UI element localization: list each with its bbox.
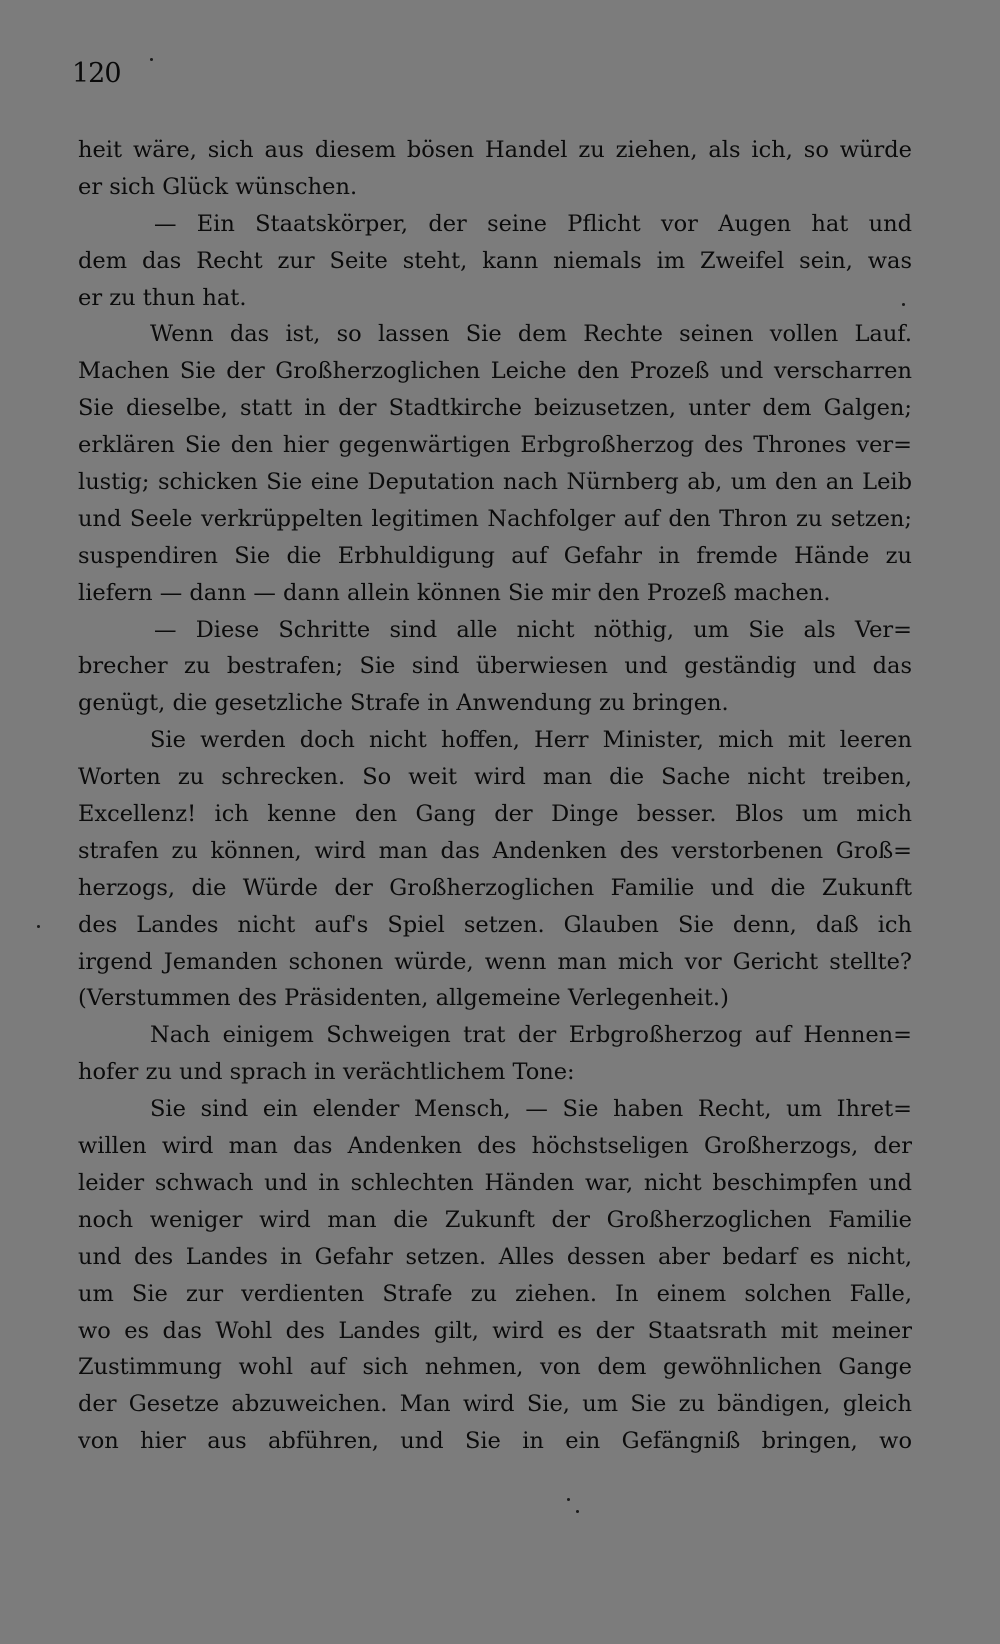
- print-speck: [150, 58, 153, 61]
- text-line: und Seele verkrüppelten legitimen Nachfolger auf den Thron zu setzen;: [78, 505, 912, 532]
- text-line: und des Landes in Gefahr setzen. Alles dessen aber bedarf es nicht,: [78, 1243, 912, 1270]
- text-line: Machen Sie der Großherzoglichen Leiche den Prozeß und verscharren: [78, 358, 912, 385]
- text-line: herzogs, die Würde der Großherzoglichen Familie und die Zukunft: [78, 874, 912, 901]
- text-line: Wenn das ist, so lassen Sie dem Rechte seinen vollen Lauf.: [150, 321, 912, 348]
- text-line: liefern — dann — dann allein können Sie mir den Prozeß machen.: [78, 579, 831, 606]
- print-speck: [567, 1498, 570, 1501]
- text-line: Nach einigem Schweigen trat der Erbgroßherzog auf Hennen=: [150, 1022, 912, 1049]
- text-line: — Ein Staatskörper, der seine Pflicht vor Augen hat und: [154, 210, 912, 237]
- text-line: — Diese Schritte sind alle nicht nöthig, um Sie als Ver=: [154, 616, 912, 643]
- text-line: Sie dieselbe, statt in der Stadtkirche beizusetzen, unter dem Galgen;: [78, 395, 912, 422]
- text-line: des Landes nicht auf's Spiel setzen. Glauben Sie denn, daß ich: [78, 911, 912, 938]
- print-speck: [902, 303, 905, 306]
- text-line: dem das Recht zur Seite steht, kann niemals im Zweifel sein, was: [78, 247, 912, 274]
- text-line: leider schwach und in schlechten Händen war, nicht beschimpfen und: [78, 1169, 912, 1196]
- text-line: suspendiren Sie die Erbhuldigung auf Gefahr in fremde Hände zu: [78, 542, 912, 569]
- text-line: wo es das Wohl des Landes gilt, wird es der Staatsrath mit meiner: [78, 1317, 912, 1344]
- print-speck: [37, 925, 40, 928]
- page-number: 120: [72, 58, 121, 89]
- text-line: der Gesetze abzuweichen. Man wird Sie, um Sie zu bändigen, gleich: [78, 1391, 912, 1418]
- text-line: er zu thun hat.: [78, 284, 247, 311]
- text-line: (Verstummen des Präsidenten, allgemeine Verlegenheit.): [78, 985, 729, 1012]
- text-line: Excellenz! ich kenne den Gang der Dinge besser. Blos um mich: [78, 801, 912, 828]
- text-line: er sich Glück wünschen.: [78, 173, 358, 200]
- body-text: [78, 132, 912, 1460]
- text-line: strafen zu können, wird man das Andenken des verstorbenen Groß=: [78, 837, 912, 864]
- text-line: Sie sind ein elender Mensch, — Sie haben Recht, um Ihret=: [150, 1096, 912, 1123]
- text-line: von hier aus abführen, und Sie in ein Gefängniß bringen, wo: [78, 1428, 912, 1455]
- text-line: heit wäre, sich aus diesem bösen Handel zu ziehen, als ich, so würde: [78, 137, 912, 163]
- text-line: irgend Jemanden schonen würde, wenn man mich vor Gericht stellte?: [78, 948, 912, 975]
- text-line: Zustimmung wohl auf sich nehmen, von dem gewöhnlichen Gange: [78, 1354, 912, 1381]
- text-line: willen wird man das Andenken des höchstseligen Großherzogs, der: [78, 1133, 912, 1160]
- text-line: genügt, die gesetzliche Strafe in Anwendung zu bringen.: [78, 690, 729, 717]
- text-line: noch weniger wird man die Zukunft der Großherzoglichen Familie: [78, 1206, 912, 1233]
- text-line: lustig; schicken Sie eine Deputation nach Nürnberg ab, um den an Leib: [78, 469, 912, 496]
- text-line: Worten zu schrecken. So weit wird man die Sache nicht treiben,: [78, 764, 912, 791]
- print-speck: [576, 1510, 579, 1513]
- text-line: Sie werden doch nicht hoffen, Herr Minister, mich mit leeren: [150, 727, 912, 754]
- text-line: erklären Sie den hier gegenwärtigen Erbgroßherzog des Thrones ver=: [78, 432, 912, 459]
- text-line: hofer zu und sprach in verächtlichem Tone:: [78, 1059, 575, 1086]
- text-line: um Sie zur verdienten Strafe zu ziehen. In einem solchen Falle,: [78, 1280, 912, 1307]
- text-line: brecher zu bestrafen; Sie sind überwiesen und geständig und das: [78, 653, 912, 680]
